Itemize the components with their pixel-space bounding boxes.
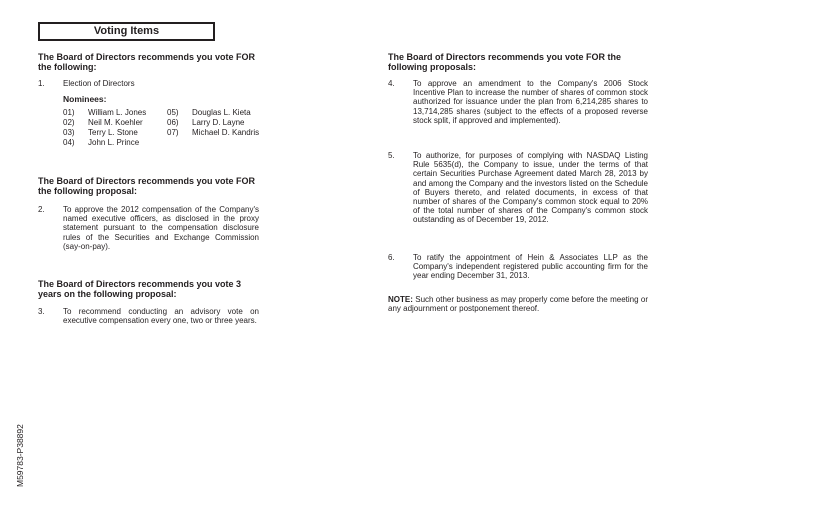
nominee <box>167 128 259 138</box>
note-label: NOTE: <box>388 295 413 304</box>
nominee-code: 02) <box>63 118 75 127</box>
block3-heading: The Board of Directors recommends you vote 3 years on the following proposal: <box>38 279 242 299</box>
nominee <box>167 118 244 128</box>
item-number: 4. <box>388 79 395 88</box>
nominee-code: 03) <box>63 128 75 137</box>
nominee <box>167 108 251 118</box>
nominee <box>63 138 139 148</box>
note-text: Such other business as may properly come before the meeting or any adjournment or postponement thereof. <box>388 295 648 314</box>
nominee-name: Larry D. Layne <box>192 118 245 127</box>
nominee-code: 04) <box>63 138 75 147</box>
item-text: To recommend conducting an advisory vote on executive compensation every one, two or three years. <box>63 307 259 326</box>
document-code: M59783-P38892 <box>15 424 25 487</box>
item-text: To approve an amendment to the Company's 2006 Stock Incentive Plan to increase the number of shares of common stock authorized for issuance under the plan from 6,214,285 shares to 13,714,285 shares (subject to the effects of a proposed reverse stock split, if approved and implemented). <box>413 79 648 125</box>
nominee-name: John L. Prince <box>88 138 140 147</box>
nominee-name: William L. Jones <box>88 108 147 117</box>
nominees-label: Nominees: <box>63 94 107 104</box>
nominee-code: 01) <box>63 108 75 117</box>
item-text: To approve the 2012 compensation of the Company's named executive officers, as disclosed in the proxy statement pursuant to the compensation disclosure rules of the Securities and Exchange Commission (say-on-pay). <box>63 205 259 251</box>
nominee-name: Douglas L. Kieta <box>192 108 251 117</box>
item-number: 2. <box>38 205 45 214</box>
proposal-item-3 <box>38 307 263 337</box>
item-text: To ratify the appointment of Hein & Associates LLP as the Company's independent registered public accounting firm for the year ending December 31, 2013. <box>413 253 648 281</box>
nominee <box>63 108 146 118</box>
note <box>388 295 648 313</box>
item-number: 6. <box>388 253 395 262</box>
proposal-item-1 <box>38 79 278 89</box>
nominee-code: 06) <box>167 118 179 127</box>
block2-heading: The Board of Directors recommends you vote FOR the following proposal: <box>38 176 256 196</box>
nominee-name: Neil M. Koehler <box>88 118 143 127</box>
nominee-name: Terry L. Stone <box>88 128 138 137</box>
item-text: Election of Directors <box>63 79 135 88</box>
item-text: To authorize, for purposes of complying with NASDAQ Listing Rule 5635(d), the Company to issue, under the terms of that certain Securities Purchase Agreement dated March 28, 2013 by and among the Company and the investors listed on the Schedule of Buyers thereto, and related documents, in excess of that number of shares of the Company's common stock equal to 20% of the total number of shares of the Company's common stock outstanding as of December 19, 2012. <box>413 151 648 225</box>
item-number: 1. <box>38 79 45 88</box>
block1-heading: The Board of Directors recommends you vote FOR the following: <box>38 52 256 72</box>
item-number: 3. <box>38 307 45 316</box>
proposal-item-2 <box>38 205 263 255</box>
proposal-item-5 <box>388 151 650 243</box>
proposal-item-6 <box>388 253 650 283</box>
nominee-name: Michael D. Kandris <box>192 128 260 137</box>
nominee-code: 05) <box>167 108 179 117</box>
item-number: 5. <box>388 151 395 160</box>
nominee <box>63 118 143 128</box>
proposal-item-4 <box>388 79 650 137</box>
nominee <box>63 128 138 138</box>
nominee-code: 07) <box>167 128 179 137</box>
section-title: Voting Items <box>38 22 215 41</box>
right-heading: The Board of Directors recommends you vote FOR the following proposals: <box>388 52 622 72</box>
